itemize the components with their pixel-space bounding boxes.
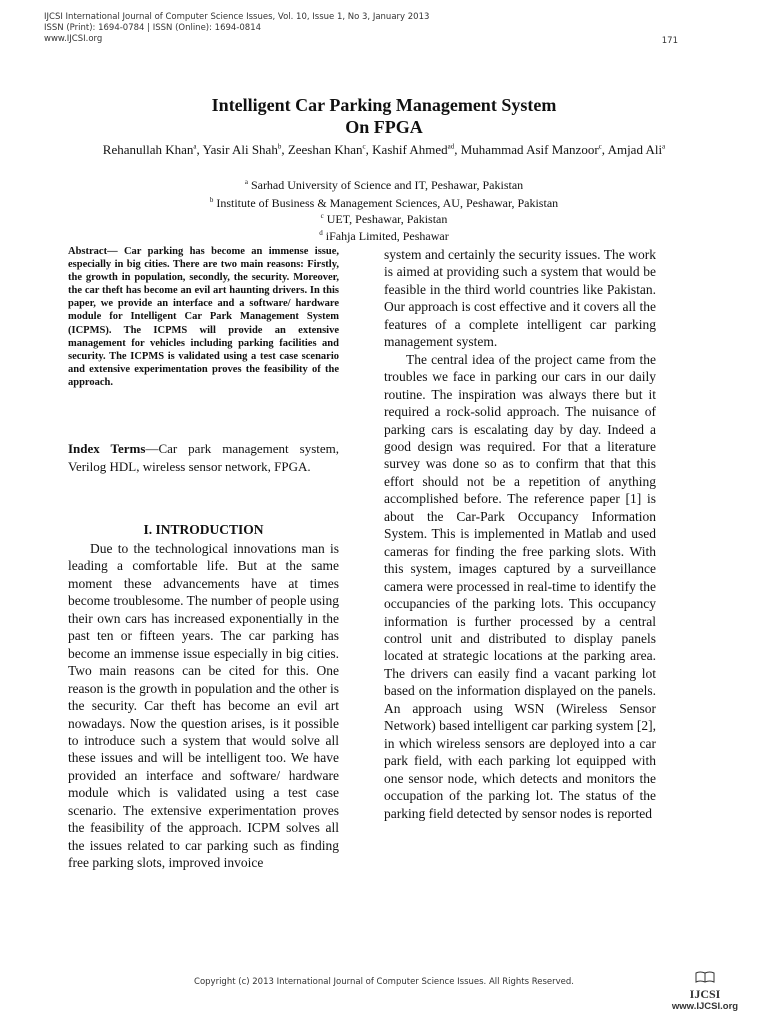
affiliation-sup: b — [209, 196, 214, 204]
index-terms-label: Index Terms — [68, 441, 146, 456]
affiliation-text: UET, Peshawar, Pakistan — [326, 212, 448, 226]
title-line-2: On FPGA — [345, 117, 423, 137]
paper-title — [0, 94, 768, 138]
journal-name: IJCSI International Journal of Computer Science Issues, Vol. 10, Issue 1, No 3, January 2013 — [44, 12, 430, 22]
right-paragraph-2-text: The central idea of the project came from the troubles we face in parking our cars in our daily routine. The inspiration was always there but it required a rock-solid approach. The nuisance of parking cars is escalating day by day. Indeed a good design was required. For that a literature survey was done so as to confirm that that this effort should not be a repetition of anything accomplished before. The reference paper [1] is about the Car-Park Occupancy Information System. This is implemented in Matlab and used cameras for finding the free parking slots. With this system, images captured by a surveillance camera were processed in real-time to identify the occupancies of the parking lots. This occupancy information is further processed by a central control unit and distributed to display panels located at strategic locations at the parking area. The drivers can easily find a vacant parking lot based on the information displayed on the panels. An approach using WSN (Wireless Sensor Network) based intelligent car parking system [2], in which wireless sensors are deployed into a car park field, with each parking lot equipped with one sensor node, which detects and monitors the occupation of the parking lot. The status of the parking field detected by sensor nodes is reported — [384, 351, 656, 821]
copyright-footer: Copyright (c) 2013 International Journal of Computer Science Issues. All Rights Reserved. — [194, 977, 574, 987]
author-sup: c — [362, 142, 366, 151]
section-heading: I. INTRODUCTION — [143, 522, 264, 537]
author-sup: ad — [447, 142, 455, 151]
author-name: Zeeshan Khan — [287, 142, 363, 157]
journal-header — [44, 12, 429, 45]
author-sup: a — [662, 142, 666, 151]
author-sup: c — [598, 142, 602, 151]
affiliation-text: Institute of Business & Management Sciences, AU, Peshawar, Pakistan — [216, 196, 559, 210]
logo-name: IJCSI — [689, 987, 721, 1001]
book-icon — [695, 971, 715, 983]
author-name: Kashif Ahmed — [372, 142, 448, 157]
author-sup: b — [277, 142, 282, 151]
author-name: Amjad Ali — [607, 142, 663, 157]
author-name: Rehanullah Khan — [102, 142, 194, 157]
affiliation-sup: c — [320, 212, 324, 220]
intro-left-column — [68, 540, 339, 872]
affiliation-sup: a — [244, 178, 248, 186]
author-name: Yasir Ali Shah — [202, 142, 278, 157]
affiliation-b — [0, 195, 768, 212]
affiliation-a — [0, 177, 768, 194]
intro-paragraph: Due to the technological innovations man is leading a comfortable life. But at the same moment these advancements have at times become troublesome. The number of people using their own cars has increased exponentially in the past ten or fifteen years. The car parking has become an immense issue especially in big cities. Two main reasons can be cited for this. One reason is the growth in population and the other is the security. Car theft has become an evil art nowadays. Now the question arises, is it possible to introduce such a system that would solve all these issues and will be intelligent too. We have provided an interface and software/ hardware module which is validated using a test case scenario. The extensive experimentation proves the feasibility of the approach. ICPM solves all the issues related to car parking such as finding free parking slots, improved invoice — [68, 541, 339, 871]
journal-url: www.IJCSI.org — [44, 34, 103, 44]
affiliation-d — [0, 228, 768, 245]
right-paragraph-2 — [384, 351, 656, 822]
index-terms-text: —Car park management system, Verilog HDL, wireless sensor network, FPGA. — [68, 441, 339, 474]
right-column — [384, 246, 656, 822]
issn-line: ISSN (Print): 1694-0784 | ISSN (Online): 1694-0814 — [44, 23, 262, 33]
right-paragraph-1: system and certainly the security issues. The work is aimed at providing such a system that would be feasible in the third world countries like Pakistan. Our approach is cost effective and it covers all the features of a complete intelligent car parking management system. — [384, 247, 656, 350]
affiliation-sup: d — [319, 229, 323, 237]
page-number: 171 — [661, 36, 678, 46]
affiliation-c — [0, 211, 768, 228]
affiliation-text: iFahja Limited, Peshawar — [325, 229, 449, 243]
author-sup: a — [193, 142, 197, 151]
author-name: Muhammad Asif Manzoor — [460, 142, 599, 157]
title-line-1: Intelligent Car Parking Management System — [211, 95, 557, 115]
abstract: Abstract— Car parking has become an immense issue, especially in big cities. There are two main reasons: Firstly, the growth in population, secondly, the security. Moreover, the car theft has become an evil art haunting drivers. In this paper, we provide an interface and a software/ hardware module for Intelligent Car Park Management System (ICPMS). The ICPMS will provide an extensive management for vehicles including parking facilities and security. The ICPMS is validated using a test case scenario and extensive experimentation proves the feasibility of the approach. — [68, 246, 339, 388]
affiliation-text: Sarhad University of Science and IT, Peshawar, Pakistan — [250, 178, 524, 192]
logo-url: www.IJCSI.org — [671, 1001, 739, 1012]
journal-logo — [670, 970, 740, 1013]
author-list: Rehanullah Khan$^a$, Yasir Ali Shah$^b$, Zeeshan Khan$^c$, Kashif Ahmed$^{ad}$, Muhammad Asif Manzoor$^c$, Amjad Ali$^a$ — [102, 142, 666, 157]
index-terms — [68, 440, 339, 475]
